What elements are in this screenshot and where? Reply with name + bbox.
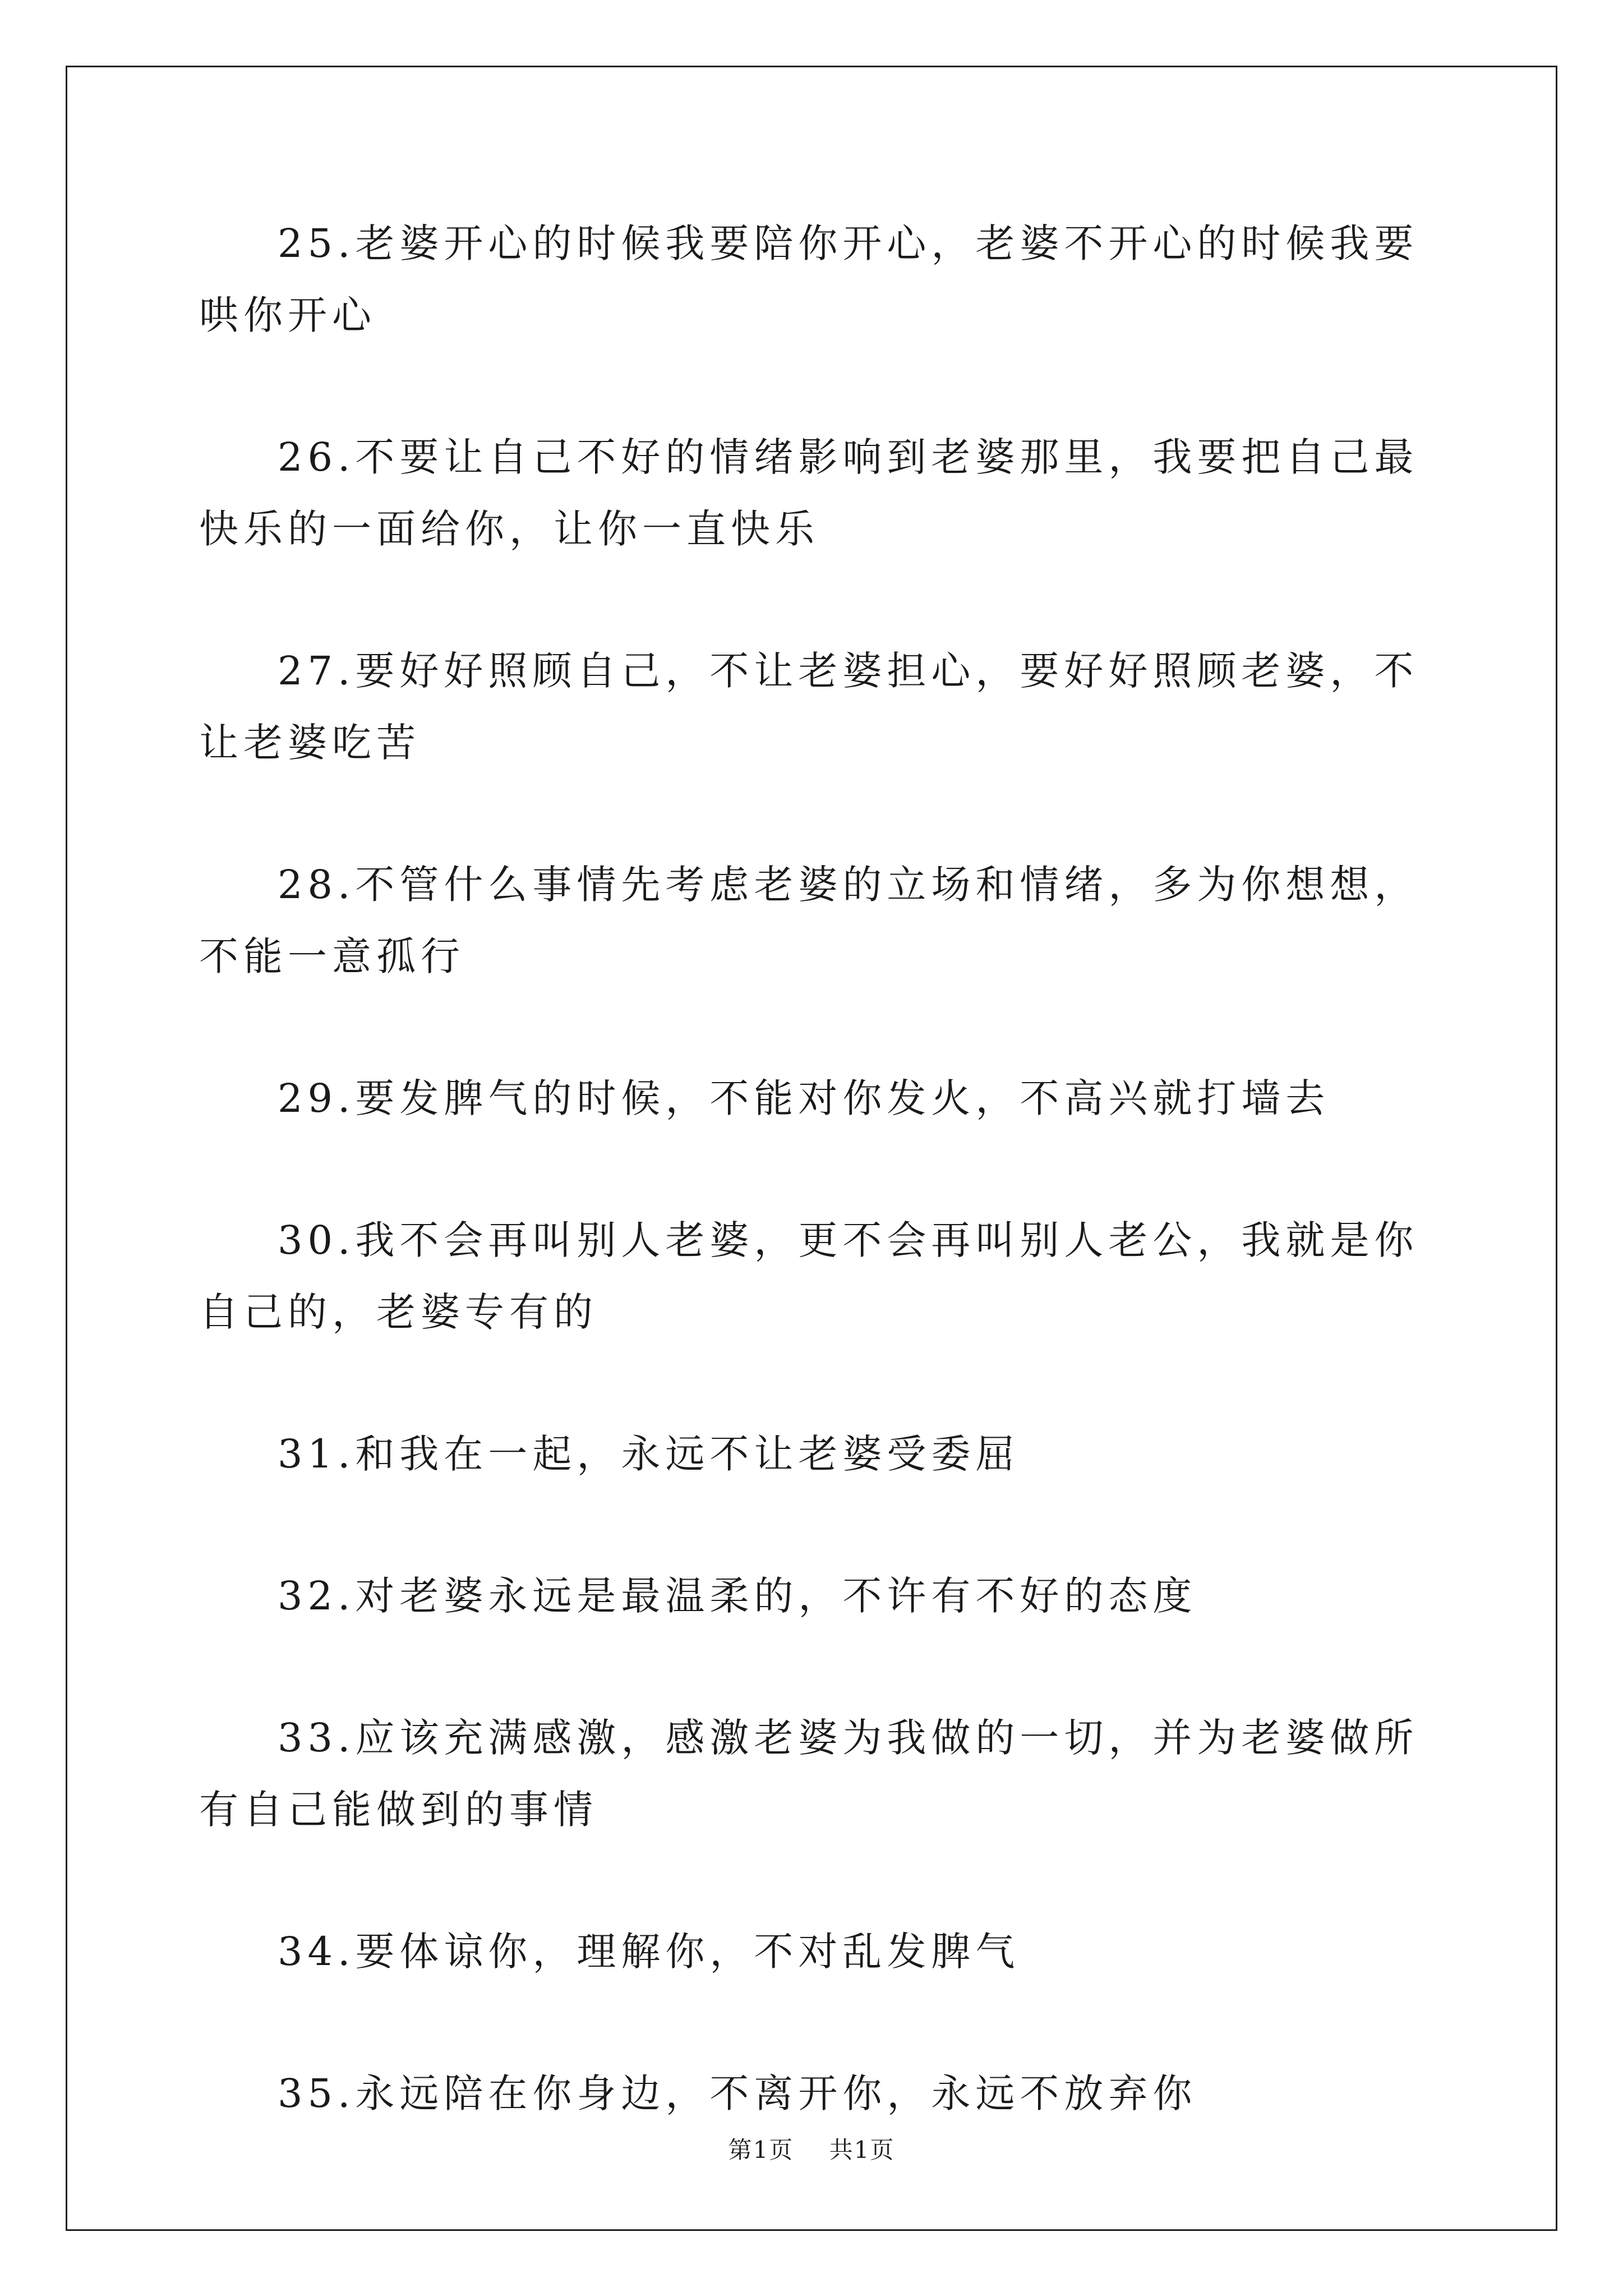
page-number-total: 共1页 [829, 2136, 895, 2164]
list-item: 28.不管什么事情先考虑老婆的立场和情绪，多为你想想，不能一意孤行 [199, 862, 1419, 979]
list-item: 25.老婆开心的时候我要陪你开心，老婆不开心的时候我要哄你开心 [199, 220, 1419, 338]
page-footer [0, 2132, 1623, 2165]
list-item: 26.不要让自己不好的情绪影响到老婆那里，我要把自己最快乐的一面给你，让你一直快乐 [199, 434, 1419, 552]
page-number-current: 第1页 [728, 2136, 794, 2164]
document-body [199, 208, 1433, 2200]
list-item: 27.要好好照顾自己，不让老婆担心，要好好照顾老婆，不让老婆吃苦 [199, 648, 1419, 766]
list-item: 32.对老婆永远是最温柔的，不许有不好的态度 [278, 1573, 1197, 1619]
list-item: 33.应该充满感激，感激老婆为我做的一切，并为老婆做所有自己能做到的事情 [199, 1715, 1419, 1833]
list-item: 34.要体谅你，理解你，不对乱发脾气 [278, 1929, 1020, 1975]
list-item: 29.要发脾气的时候，不能对你发火，不高兴就打墙去 [278, 1075, 1330, 1121]
list-item: 35.永远陪在你身边，不离开你，永远不放弃你 [278, 2070, 1197, 2116]
list-item: 31.和我在一起，永远不让老婆受委屈 [278, 1431, 1020, 1477]
list-item: 30.我不会再叫别人老婆，更不会再叫别人老公，我就是你自己的，老婆专有的 [199, 1217, 1419, 1335]
